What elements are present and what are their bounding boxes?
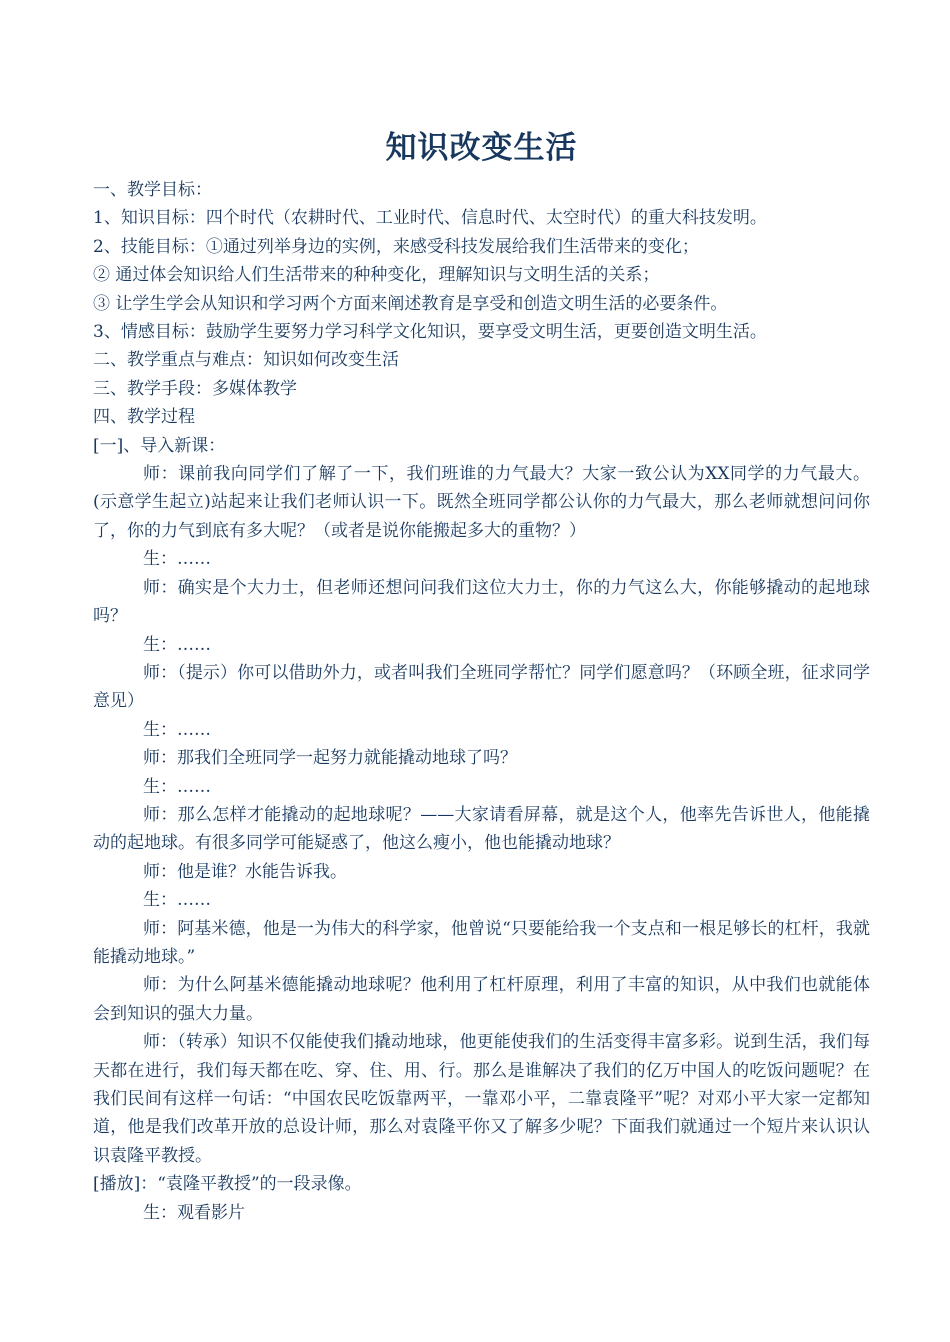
section-heading: 一、教学目标： (93, 180, 212, 200)
objective-skill-3: ③ 让学生学会从知识和学习两个方面来阐述教育是享受和创造文明生活的必要条件。 (93, 293, 728, 314)
dialogue-paragraph: 生：…… (143, 890, 211, 911)
dialogue-paragraph: 师：课前我向同学们了解了一下，我们班谁的力气最大？大家一致公认为XX同学的力气最大。(示意学生起立)站起来让我们老师认识一下。既然全班同学都公认你的力气最大，那么老师就想问问你了，你的力气到底有多大呢？（或者是说你能搬起多大的重物？） (93, 464, 870, 541)
dialogue-paragraph: 师：（转承）知识不仅能使我们撬动地球，他更能使我们的生活变得丰富多彩。说到生活，我们每天都在进行，我们每天都在吃、穿、住、用、行。那么是谁解决了我们的亿万中国人的吃饭问题呢？在我们民间有这样一句话：“中国农民吃饭靠两平，一靠邓小平，二靠袁隆平”呢？对邓小平大家一定都知道，他是我们改革开放的总设计师，那么对袁隆平你又了解多少呢？下面我们就通过一个短片来认识认识袁隆平教授。 (93, 1032, 870, 1166)
dialogue-paragraph: 师：为什么阿基米德能撬动地球呢？他利用了杠杆原理，利用了丰富的知识，从中我们也就能体会到知识的强大力量。 (93, 975, 870, 1024)
play-video-line: [播放]：“袁隆平教授”的一段录像。 (93, 1174, 362, 1195)
dialogue-paragraph: 师：（提示）你可以借助外力，或者叫我们全班同学帮忙？同学们愿意吗？（环顾全班，征求同学意见） (93, 662, 870, 712)
dialogue-paragraph: 生：…… (143, 776, 211, 797)
intro-heading: [一]、导入新课： (93, 435, 226, 456)
dialogue-paragraph: 生：观看影片 (143, 1202, 245, 1223)
dialogue-paragraph: 师：确实是个大力士，但老师还想问问我们这位大力士，你的力气这么大，你能够撬动的起地球吗？ (93, 577, 870, 627)
dialogue-paragraph: 师：那我们全班同学一起努力就能撬动地球了吗？ (143, 748, 517, 769)
dialogue-paragraph: 生：…… (143, 719, 211, 740)
dialogue-paragraph: 生：…… (143, 549, 211, 570)
page-title: 知识改变生活 (385, 130, 578, 166)
objective-emotion: 3、情感目标：鼓励学生要努力学习科学文化知识，要享受文明生活，更要创造文明生活。 (93, 322, 767, 343)
objective-skill: 2、技能目标：①通过列举身边的实例，来感受科技发展给我们生活带来的变化； (93, 236, 699, 257)
teaching-process-heading: 四、教学过程 (93, 407, 195, 428)
dialogue-paragraph: 生：…… (143, 634, 211, 655)
key-points: 二、教学重点与难点：知识如何改变生活 (93, 350, 399, 371)
teaching-means: 三、教学手段：多媒体教学 (93, 378, 297, 399)
dialogue-paragraph: 师：他是谁？水能告诉我。 (143, 861, 347, 882)
dialogue-paragraph: 师：阿基米德，他是一为伟大的科学家，他曾说“只要能给我一个支点和一根足够长的杠杆，我就能撬动地球。” (93, 918, 870, 967)
objective-knowledge: 1、知识目标：四个时代（农耕时代、工业时代、信息时代、太空时代）的重大科技发明。 (93, 208, 767, 229)
objective-skill-2: ② 通过体会知识给人们生活带来的种种变化，理解知识与文明生活的关系； (93, 265, 660, 286)
dialogue-paragraph: 师：那么怎样才能撬动的起地球呢？——大家请看屏幕，就是这个人，他率先告诉世人，他能撬动的起地球。有很多同学可能疑惑了，他这么瘦小，他也能撬动地球？ (93, 804, 870, 854)
